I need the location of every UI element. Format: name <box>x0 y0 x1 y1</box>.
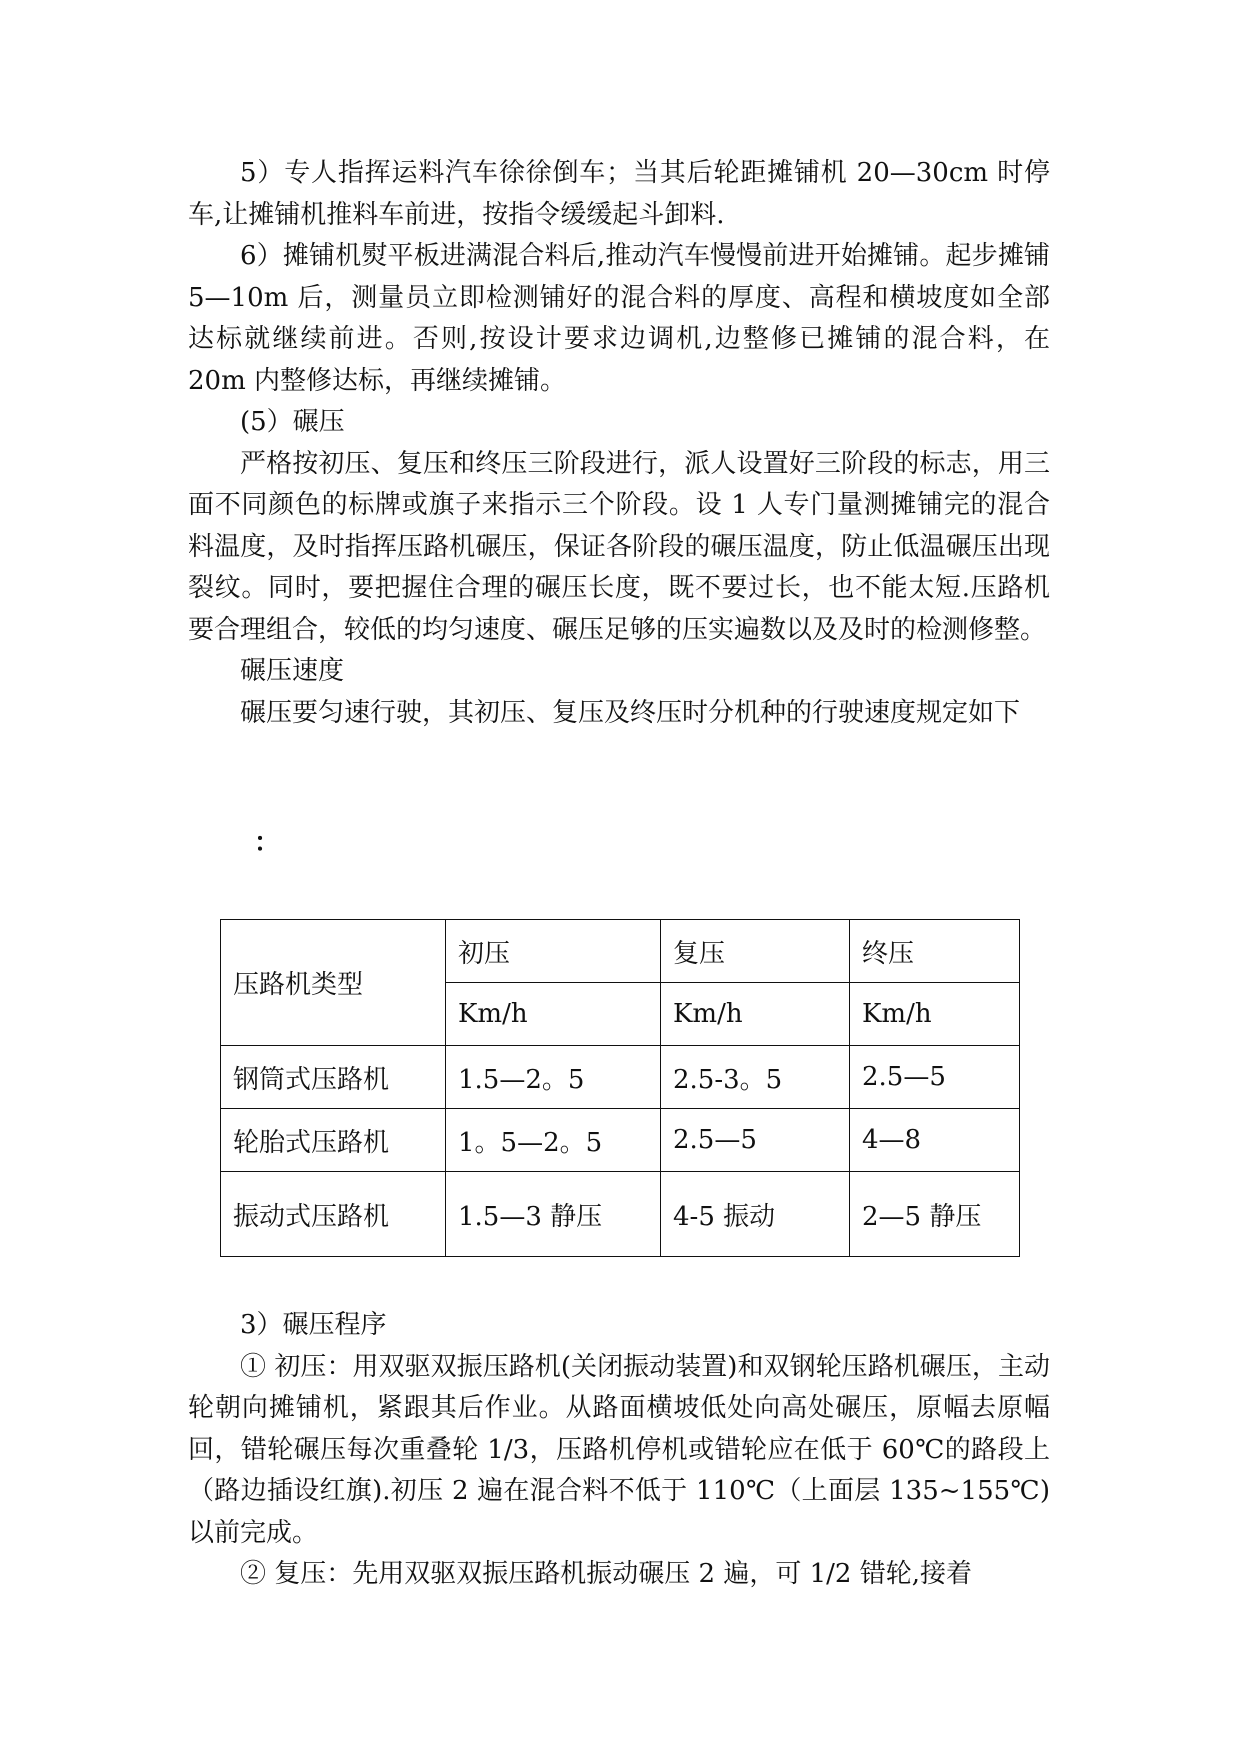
unit-intermediate: Km/h <box>661 983 850 1046</box>
unit-initial: Km/h <box>446 983 661 1046</box>
table-cell: 1.5—2。5 <box>446 1046 661 1109</box>
table-cell: 4—8 <box>850 1109 1020 1172</box>
table-cell: 2—5 静压 <box>850 1172 1020 1257</box>
subheading-rolling-procedure: 3）碾压程序 <box>240 1310 387 1340</box>
paragraph-speed-intro: 碾压要匀速行驶，其初压、复压及终压时分机种的行驶速度规定如下 <box>240 697 1021 728</box>
table-row <box>221 1172 1020 1257</box>
table-cell: 2.5-3。5 <box>661 1046 850 1109</box>
header-initial: 初压 <box>446 920 661 983</box>
body-text-bottom <box>188 1305 1050 1596</box>
paragraph-step-6: 6）摊铺机熨平板进满混合料后,推动汽车慢慢前进开始摊铺。起步摊铺 5—10m 后，测量员立即检测铺好的混合料的厚度、高程和横坡度如全部达标就继续前进。否则,按设计要求边调机,边整修已摊铺的混合料，在 20m 内整修达标，再继续摊铺。 <box>188 241 1050 396</box>
unit-final: Km/h <box>850 983 1020 1046</box>
table-row <box>221 1109 1020 1172</box>
table-cell: 4-5 振动 <box>661 1172 850 1257</box>
roller-speed-table <box>220 919 1020 1257</box>
header-roller-type: 压路机类型 <box>221 920 446 1046</box>
table-row <box>221 1046 1020 1109</box>
subheading-rolling-speed: 碾压速度 <box>240 656 345 686</box>
section-heading-rolling: (5）碾压 <box>240 407 345 437</box>
header-intermediate: 复压 <box>661 920 850 983</box>
paragraph-initial-rolling: ① 初压：用双驱双振压路机(关闭振动装置)和双钢轮压路机碾压，主动轮朝向摊铺机，紧跟其后作业。从路面横坡低处向高处碾压，原幅去原幅回，错轮碾压每次重叠轮 1/3，压路机停机或错轮应在低于 60℃的路段上（路边插设红旗).初压 2 遍在混合料不低于 110℃（上面层 135~155℃)以前完成。 <box>188 1351 1050 1548</box>
stray-colon: ： <box>254 828 281 858</box>
table-cell: 1.5—3 静压 <box>446 1172 661 1257</box>
table-header-row <box>221 920 1020 983</box>
paragraph-rolling-stages: 严格按初压、复压和终压三阶段进行，派人设置好三阶段的标志，用三面不同颜色的标牌或旗子来指示三个阶段。设 1 人专门量测摊铺完的混合料温度，及时指挥压路机碾压，保证各阶段的碾压温度，防止低温碾压出现裂纹。同时，要把握住合理的碾压长度，既不要过长，也不能太短.压路机要合理组合，较低的均匀速度、碾压足够的压实遍数以及及时的检测修整。 <box>188 448 1050 645</box>
row-type: 钢筒式压路机 <box>221 1046 446 1109</box>
table-cell: 1。5—2。5 <box>446 1109 661 1172</box>
row-type: 振动式压路机 <box>221 1172 446 1257</box>
paragraph-step-5: 5）专人指挥运料汽车徐徐倒车；当其后轮距摊铺机 20—30cm 时停车,让摊铺机推料车前进，按指令缓缓起斗卸料. <box>188 158 1050 230</box>
table-cell: 2.5—5 <box>661 1109 850 1172</box>
table-cell: 2.5—5 <box>850 1046 1020 1109</box>
row-type: 轮胎式压路机 <box>221 1109 446 1172</box>
paragraph-intermediate-rolling: ② 复压：先用双驱双振压路机振动碾压 2 遍，可 1/2 错轮,接着 <box>240 1559 972 1589</box>
header-final: 终压 <box>850 920 1020 983</box>
body-text-top <box>188 153 1050 734</box>
